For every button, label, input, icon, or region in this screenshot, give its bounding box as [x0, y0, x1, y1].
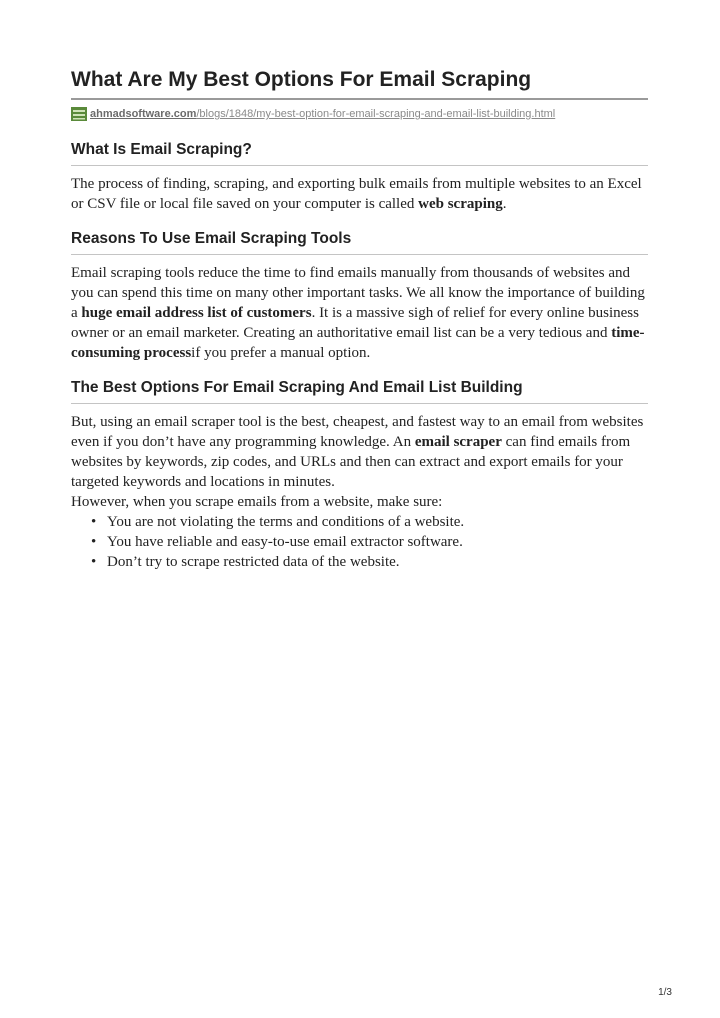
bullet-icon: •	[91, 534, 97, 550]
paragraph-text: if you prefer a manual option.	[191, 345, 371, 361]
paragraph-text: The process of finding, scraping, and exporting bulk emails from multiple websites to an Excel or CSV file or local file saved on your computer is called	[71, 176, 642, 212]
section-heading: Reasons To Use Email Scraping Tools	[71, 229, 648, 255]
bold-text: huge email address list of customers	[81, 305, 312, 321]
section-heading: What Is Email Scraping?	[71, 140, 648, 166]
bullet-icon: •	[91, 554, 97, 570]
paragraph: However, when you scrape emails from a website, make sure:	[71, 494, 443, 510]
page-title: What Are My Best Options For Email Scraping	[71, 66, 648, 100]
list-item	[91, 512, 648, 532]
source-domain[interactable]: ahmadsoftware.com	[90, 108, 197, 120]
document-page	[71, 66, 648, 572]
list-item-text: You have reliable and easy-to-use email extractor software.	[107, 534, 463, 550]
bullet-list	[71, 512, 648, 572]
list-item-text: Don’t try to scrape restricted data of the website.	[107, 554, 400, 570]
site-favicon-icon	[71, 107, 87, 121]
section-what-is-email-scraping	[71, 140, 648, 214]
bold-text: email scraper	[414, 434, 502, 450]
source-path[interactable]: /blogs/1848/my-best-option-for-email-scraping-and-email-list-building.html	[196, 108, 556, 120]
paragraph-text: can find emails from websites by keywords, zip codes, and URLs and then can extract and export emails for your targeted keywords and locations in minutes.	[71, 434, 631, 490]
source-link[interactable]	[71, 106, 648, 122]
paragraph	[71, 174, 648, 214]
section-reasons	[71, 229, 648, 363]
bold-text: time-consuming process	[71, 325, 645, 361]
section-heading: The Best Options For Email Scraping And Email List Building	[71, 378, 648, 404]
list-item	[91, 552, 648, 572]
bold-text: web scraping	[418, 196, 503, 212]
list-item-text: You are not violating the terms and conditions of a website.	[107, 514, 465, 530]
paragraph-text: But, using an email scraper tool is the best, cheapest, and fastest way to an email from websites even if you don’t have any programming knowledge. An	[71, 414, 644, 450]
section-best-options	[71, 378, 648, 572]
paragraph-text: . It is a massive sigh of relief for every online business owner or an email marketer. Creating an authoritative email list can be a very tedious and	[71, 305, 639, 341]
paragraph	[71, 412, 648, 492]
paragraph-text: Email scraping tools reduce the time to find emails manually from thousands of websites and you can spend this time on many other important tasks. We all know the importance of building a	[71, 265, 645, 321]
page-number: 1/3	[658, 987, 672, 998]
paragraph	[71, 263, 648, 363]
paragraph-text: .	[502, 196, 507, 212]
bullet-icon: •	[91, 514, 97, 530]
list-item	[91, 532, 648, 552]
